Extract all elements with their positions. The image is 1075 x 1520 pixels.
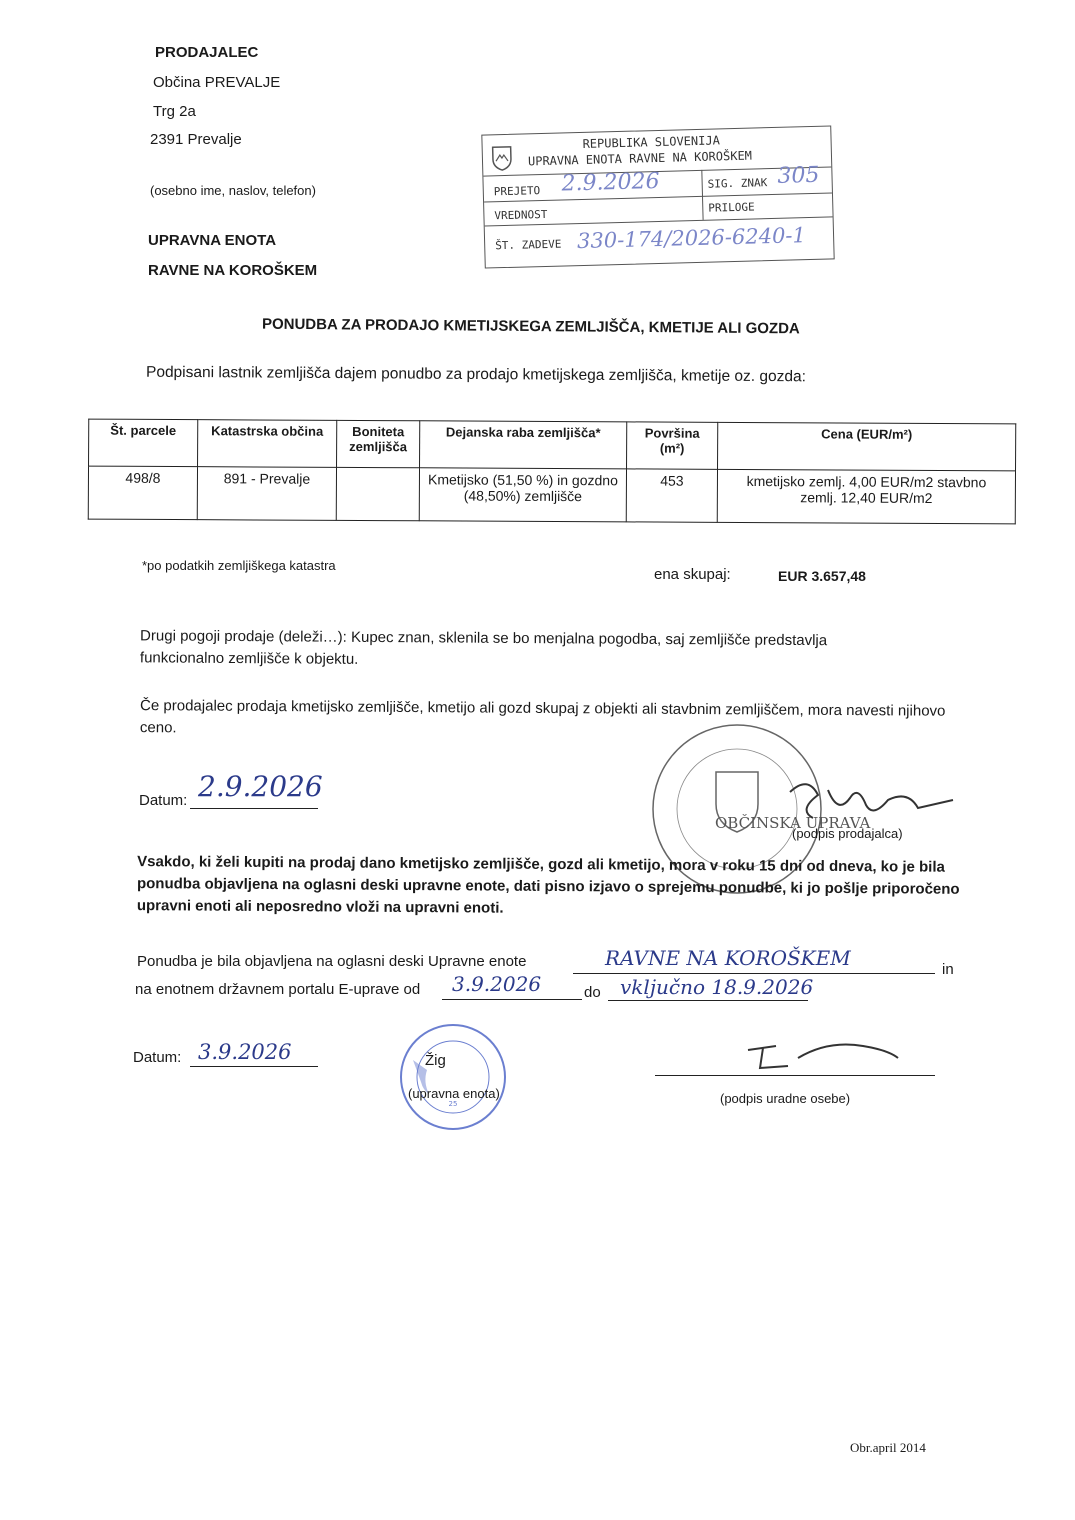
col-header: Katastrska občina: [198, 420, 337, 468]
date1-value: 2.9.2026: [198, 770, 323, 803]
intro-text: Podpisani lastnik zemljišča dajem ponudbo za prodajo kmetijskega zemljišča, kmetije oz. gozda:: [145, 363, 807, 386]
stamp-prejeto-label: PREJETO: [493, 184, 541, 199]
date2-label: Datum:: [133, 1049, 182, 1066]
total-label: ena skupaj:: [654, 566, 731, 583]
form-version: Obr.april 2014: [850, 1440, 926, 1455]
stamp-zadeve-value: 330-174/2026-6240-1: [576, 223, 807, 254]
objects-note: Če prodajalec prodaja kmetijsko zemljišče, kmetijo ali gozd skupaj z objekti ali stavbnim zemljiščem, mora navesti njihovo ceno.: [139, 697, 946, 737]
col-header: Št. parcele: [89, 419, 198, 467]
seal-sub: (upravna enota): [408, 1086, 500, 1101]
cell-usage: Kmetijsko (51,50 %) in gozdno (48,50%) zemljišče: [419, 468, 626, 522]
col-header: Površina (m²): [627, 422, 718, 469]
cell-boniteta: [336, 467, 419, 520]
portal-do: do: [584, 984, 601, 1001]
col-header: Boniteta zemljišča: [337, 420, 420, 467]
col-header: Dejanska raba zemljišča*: [420, 421, 627, 469]
published-label: Ponudba je bila objavljena na oglasni deski Upravne enote: [137, 953, 527, 970]
seller-signature: [778, 770, 958, 825]
official-signature-label: (podpis uradne osebe): [720, 1091, 851, 1106]
seller-note: (osebno ime, naslov, telefon): [150, 183, 316, 198]
recipient-line2: RAVNE NA KOROŠKEM: [148, 262, 318, 279]
total-value: EUR 3.657,48: [778, 568, 866, 584]
portal-from: 3.9.2026: [452, 972, 542, 996]
stamp-line1: REPUBLIKA SLOVENIJA: [582, 133, 721, 151]
published-unit: RAVNE NA KOROŠKEM: [605, 946, 851, 970]
seller-signature-label: (podpis prodajalca): [792, 826, 903, 841]
page-title: PONUDBA ZA PRODAJO KMETIJSKEGA ZEMLJIŠČA, KMETIJE ALI GOZDA: [261, 315, 800, 338]
seal2-num: 25: [448, 1100, 458, 1108]
table-row: [88, 466, 1015, 524]
stamp-sig-value: 305: [777, 162, 820, 189]
official-seal: [393, 1022, 513, 1132]
portal-to: vključno 18.9.2026: [620, 975, 814, 999]
recipient-line1: UPRAVNA ENOTA: [148, 232, 277, 249]
col-header: Cena (EUR/m²): [718, 422, 1016, 471]
cell-price: kmetijsko zemlj. 4,00 EUR/m2 stavbno zemlj. 12,40 EUR/m2: [717, 469, 1015, 524]
date1-label: Datum:: [139, 792, 188, 809]
seller-street: Trg 2a: [153, 103, 196, 120]
date2-value: 3.9.2026: [198, 1040, 292, 1064]
buyer-notice: Vsakdo, ki želi kupiti na prodaj dano kmetijsko zemljišče, gozd ali kmetijo, mora v roku 15 dni od dneva, ko je bila ponudba objavljena na oglasni deski upravne enote, dati pisno izjavo o sprejemu ponudbe, ki jo pošlje priporočeno upravni enoti ali neposredno vloži na upravni enoti.: [136, 853, 960, 917]
stamp-prejeto-value: 2.9.2026: [561, 168, 660, 197]
stamp-sig-label: SIG. ZNAK: [707, 176, 768, 191]
stamp-line2: UPRAVNA ENOTA RAVNE NA KOROŠKEM: [527, 148, 753, 169]
seal1-inner: OBČINSKA UPRAVA: [715, 814, 871, 832]
seller-name: Občina PREVALJE: [153, 74, 281, 91]
cell-cadastral: 891 - Prevalje: [197, 467, 336, 521]
cell-area: 453: [626, 469, 717, 522]
receipt-stamp: [481, 125, 834, 268]
portal-label: na enotnem državnem portalu E-uprave od: [135, 981, 421, 998]
published-in: in: [942, 961, 954, 978]
seller-city: 2391 Prevalje: [150, 131, 242, 148]
seller-heading: PRODAJALEC: [155, 44, 259, 61]
stamp-priloge-label: PRILOGE: [708, 200, 755, 215]
parcel-table: [88, 419, 1017, 525]
seal-label: Žig: [425, 1052, 446, 1069]
coat-of-arms-icon: [491, 145, 514, 172]
cell-parcel: 498/8: [88, 466, 197, 520]
stamp-vrednost-label: VREDNOST: [494, 207, 548, 223]
other-terms: Drugi pogoji prodaje (deleži…): Kupec znan, sklenila se bo menjalna pogodba, saj zemljišče predstavlja funkcionalno zemljišče k objektu.: [139, 627, 828, 668]
stamp-zadeve-label: ŠT. ZADEVE: [495, 237, 562, 253]
footnote: *po podatkih zemljiškega katastra: [142, 558, 336, 573]
official-signature: [738, 1036, 908, 1076]
